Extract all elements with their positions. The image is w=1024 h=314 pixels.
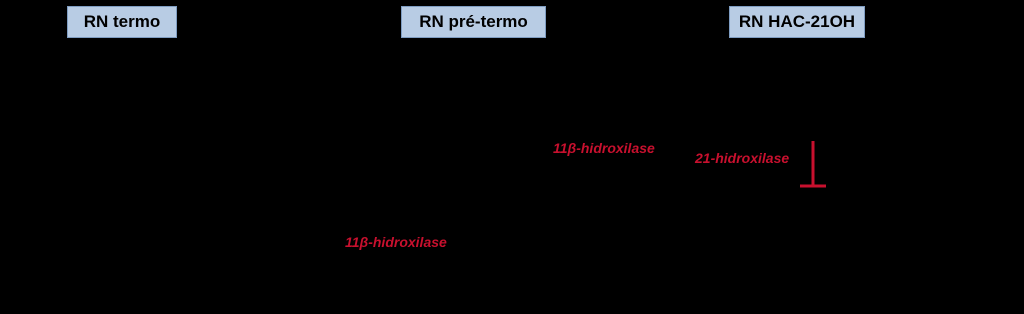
enzyme-label-11b-hydroxylase-lower: 11β-hidroxilase (345, 234, 447, 250)
enzyme-label-11b-hydroxylase-upper: 11β-hidroxilase (553, 140, 655, 156)
header-rn-hac-21oh: RN HAC-21OH (729, 6, 865, 38)
inhibition-t-bar-icon (800, 141, 826, 189)
header-rn-termo: RN termo (67, 6, 177, 38)
header-rn-pre-termo: RN pré-termo (401, 6, 546, 38)
enzyme-label-21-hydroxylase: 21-hidroxilase (695, 150, 790, 166)
